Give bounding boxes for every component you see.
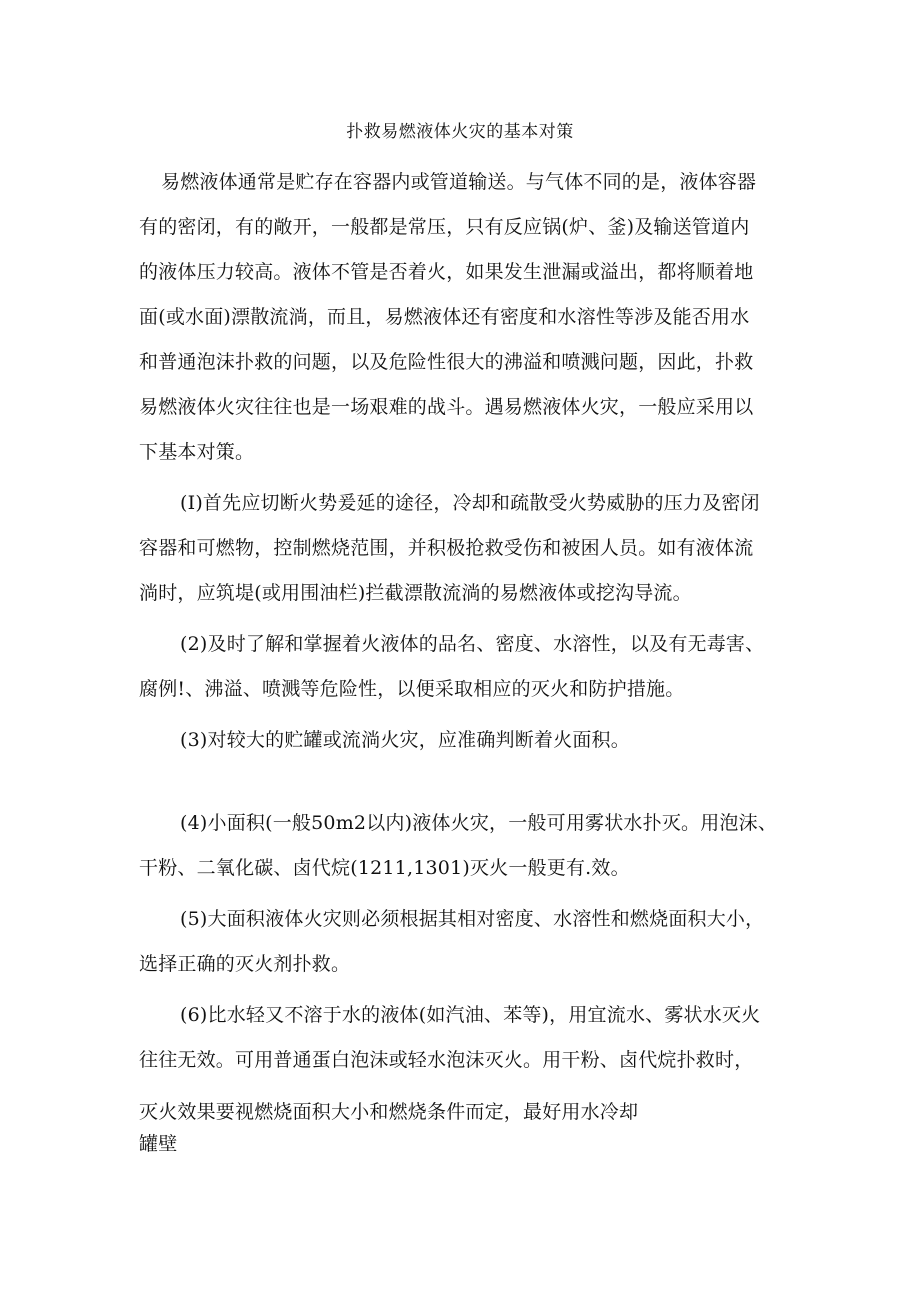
item-4-line: 干粉、二氧化碳、卤代烷(1211,1301)灭火一般更有.效。 [139,857,630,879]
paragraph-line: 面(或水面)漂散流淌，而且，易燃液体还有密度和水溶性等涉及能否用水 [139,306,750,328]
item-5-line: 选择正确的灭火剂扑救。 [139,953,351,975]
item-1-line: 容器和可燃物，控制燃烧范围，并积极抢救受伤和被困人员。如有液体流 [139,537,754,559]
paragraph-line: 有的密闭，有的敞开，一般都是常压，只有反应锅(炉、釜)及输送管道内 [139,216,750,238]
paragraph-line: 的液体压力较高。液体不管是否着火，如果发生泄漏或溢出，都将顺着地 [139,261,754,283]
paragraph-line: 和普通泡沫扑救的问题，以及危险性很大的沸溢和喷溅问题，因此，扑救 [139,351,754,373]
item-1-line: (I)首先应切断火势爰延的途径，冷却和疏散受火势威胁的压力及密闭 [180,492,760,514]
item-4-line: (4)小面积(一般50m2以内)液体火灾，一般可用雾状水扑灭。用泡沫、 [180,812,778,834]
item-5-line: (5)大面积液体火灾则必须根据其相对密度、水溶性和燃烧面积大小， [180,908,765,930]
paragraph-line: 易燃液体火灾往往也是一场艰难的战斗。遇易燃液体火灾，一般应采用以 [139,396,754,418]
item-1-line: 淌时，应筑堤(或用围油栏)拦截漂散流淌的易燃液体或挖沟导流。 [139,582,692,604]
paragraph-line: 易燃液体通常是贮存在容器内或管道输送。与气体不同的是，液体容器 [161,171,757,193]
item-6-line: 罐壁 [139,1133,178,1155]
item-2-line: (2)及时了解和掌握着火液体的品名、密度、水溶性，以及有无毒害、 [180,633,765,655]
document-title: 扑救易燃液体火灾的基本对策 [346,122,574,142]
item-3-line: (3)对较大的贮罐或流淌火灾，应准确判断着火面积。 [180,729,630,751]
item-6-line: (6)比水轻又不溶于水的液体(如汽油、苯等)，用宜流水、雾状水灭火 [180,1004,761,1026]
item-6-line: 往往无效。可用普通蛋白泡沫或轻水泡沫灭火。用干粉、卤代烷扑救时， [139,1049,754,1071]
item-6-line: 灭火效果要视燃烧面积大小和燃烧条件而定，最好用水冷却 [139,1101,639,1123]
item-2-line: 腐例!、沸溢、喷溅等危险性，以便采取相应的灭火和防护措施。 [139,678,685,700]
paragraph-line: 下基本对策。 [139,441,255,463]
